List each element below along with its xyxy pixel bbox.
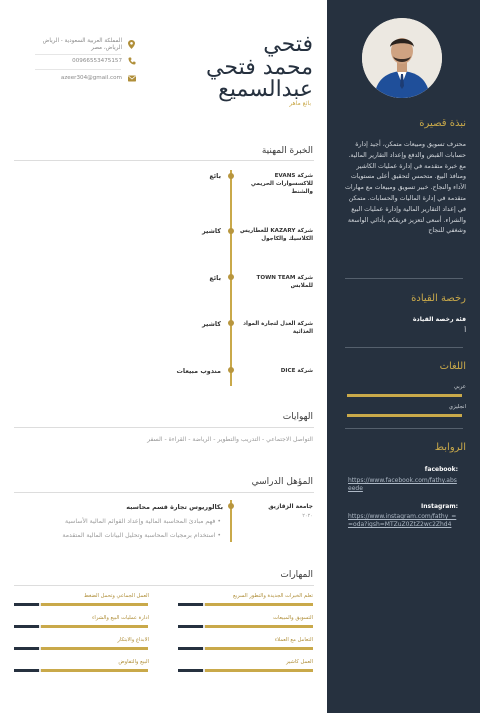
name-line-2: محمد فتحي xyxy=(206,55,313,80)
section-divider xyxy=(14,585,314,586)
skill-bar-end xyxy=(178,647,203,650)
education-school: جامعة الزقازيق xyxy=(268,503,313,510)
skill-label: تعلم الخبرات الجديدة والتطور السريع xyxy=(232,593,313,599)
experience-role: كاشير xyxy=(202,227,221,235)
links-heading: الروابط xyxy=(434,442,466,453)
skill-bar-fill xyxy=(41,647,148,650)
experience-role: كاشير xyxy=(202,320,221,328)
instagram-link[interactable]: https://www.instagram.com/fathy_==oda?igsh=MTZuZ0ZtZ2wc2Zhd4 xyxy=(348,513,457,528)
location-pin-icon xyxy=(128,40,135,51)
skill-bar xyxy=(14,669,148,672)
name-line-3: عبدالسميع xyxy=(218,77,313,102)
language-label: عربي xyxy=(453,384,466,390)
skill-bar xyxy=(178,669,313,672)
email-text: azeer304@gmail.com xyxy=(60,75,122,81)
facebook-link[interactable]: https://www.facebook.com/fathy.abseede xyxy=(348,477,457,492)
section-divider xyxy=(14,427,314,428)
instagram-label: Instagram: xyxy=(421,503,458,510)
timeline-dot xyxy=(228,320,234,326)
experience-heading: الخبرة المهنية xyxy=(261,146,313,156)
section-divider xyxy=(14,492,314,493)
skill-bar-end xyxy=(14,669,39,672)
language-level-bar xyxy=(347,394,462,397)
skill-label: العمل كاشير xyxy=(286,659,313,665)
license-value: أ xyxy=(464,327,466,334)
language-label: انجليزي xyxy=(448,404,466,410)
skill-bar xyxy=(14,647,148,650)
skill-bar-fill xyxy=(41,669,148,672)
timeline-dot xyxy=(228,173,234,179)
section-divider xyxy=(14,160,314,161)
education-bullet: • استخدام برمجيات المحاسبة وتحليل البيانات المالية المتقدمة xyxy=(62,532,221,539)
skill-bar xyxy=(178,647,313,650)
education-degree: بكالوريوس تجارة قسم محاسبه xyxy=(126,503,223,511)
skill-bar-fill xyxy=(41,603,148,606)
sidebar xyxy=(327,0,480,713)
location-line-1: المملكة العربية السعودية - الرياض xyxy=(42,38,122,44)
skills-heading: المهارات xyxy=(280,570,313,580)
divider xyxy=(345,278,463,279)
skill-label: ادارة عمليات البيع والشراء xyxy=(91,615,149,621)
education-bullet-text: استخدام برمجيات المحاسبة وتحليل البيانات المالية المتقدمة xyxy=(62,532,216,539)
skill-bar-end xyxy=(178,669,203,672)
license-heading: رخصة القيادة xyxy=(411,293,466,304)
divider xyxy=(345,347,463,348)
skill-bar-fill xyxy=(205,669,313,672)
license-title: فئة رخصة القيادة xyxy=(412,316,466,323)
skill-label: العمل الجماعي وتحمل الضغط xyxy=(84,593,149,599)
contact-divider xyxy=(35,54,121,55)
skill-label: الابداع والابتكار xyxy=(117,637,149,643)
timeline-dot xyxy=(228,274,234,280)
skill-bar xyxy=(178,603,313,606)
skill-bar-fill xyxy=(205,647,313,650)
name-line-1: فتحي xyxy=(263,32,313,57)
profile-photo-graphic xyxy=(362,18,442,98)
education-year: ٢٠٢٠ xyxy=(302,513,313,519)
experience-company: شركة EVANS للاكسسوارات الحريمي والشنط xyxy=(250,173,313,195)
skill-bar-end xyxy=(14,647,39,650)
skill-bar-fill xyxy=(205,625,313,628)
skill-bar-fill xyxy=(41,625,148,628)
about-text: محترف تسويق ومبيعات متمكن، أجيد إدارة حسابات القبض والدفع وإعداد التقارير المالية. مع خبرة متقدمة في إدارة عمليات الكاشير ومنافذ البيع. متحمس لتحقيق أعلى مستويات الأداء والنجاح. خبير تسويق ومبيعات مع مهارات متقدمة في إدارة الماليات والحسابات. متمكن في إعداد التقارير المالية وإدارة عمليات البيع والشراء. أسعى لتعزيز فريقكم بأدائي الواسعة وشغفي للنجاح xyxy=(344,141,466,235)
skill-bar-end xyxy=(178,603,203,606)
skill-bar-end xyxy=(178,625,203,628)
skill-bar-fill xyxy=(205,603,313,606)
skill-bar xyxy=(14,603,148,606)
divider xyxy=(345,428,463,429)
phone-icon xyxy=(128,57,136,67)
skill-bar xyxy=(178,625,313,628)
skill-label: البيع والتفاوض xyxy=(118,659,149,665)
skill-label: التعامل مع العملاء xyxy=(274,637,313,643)
skill-bar xyxy=(14,625,148,628)
education-bullet: • فهم مبادئ المحاسبة المالية وإعداد القوائم المالية الأساسية xyxy=(65,518,221,525)
experience-company: شركة TOWN TEAM للملابس xyxy=(256,275,313,289)
phone-text: 00966553475157 xyxy=(72,58,122,64)
education-heading: المؤهل الدراسي xyxy=(251,477,313,487)
profile-photo xyxy=(362,18,442,98)
experience-company: شركة العدل لتجارة المواد الغذائية xyxy=(243,321,313,335)
contact-divider xyxy=(35,69,121,70)
experience-company: شركة KAZARY للعطاريس الكلاسيك والكاجول xyxy=(240,228,313,242)
experience-role: بائع xyxy=(209,172,221,180)
location-line-2: الرياض، مصر xyxy=(91,45,122,51)
experience-company: شركة DICE xyxy=(280,368,313,374)
timeline-dot xyxy=(228,228,234,234)
hobbies-heading: الهوايات xyxy=(282,412,313,422)
skill-label: التسويق والمبيعات xyxy=(273,615,313,621)
about-heading: نبذة قصيرة xyxy=(419,118,466,129)
hobbies-text: التواصل الاجتماعي - التدريب والتطوير - الرياضة - القراءة - السفر xyxy=(147,436,313,443)
skill-bar-end xyxy=(14,625,39,628)
experience-role: مندوب مبيعات xyxy=(176,367,221,375)
facebook-label: facebook: xyxy=(424,466,458,473)
language-level-bar xyxy=(347,414,462,417)
job-title: بائع ماهر xyxy=(289,100,311,107)
experience-role: بائع xyxy=(209,274,221,282)
languages-heading: اللغات xyxy=(439,361,466,372)
timeline-dot xyxy=(228,367,234,373)
email-icon xyxy=(128,75,136,84)
education-bullet-text: فهم مبادئ المحاسبة المالية وإعداد القوائم المالية الأساسية xyxy=(65,518,216,525)
skill-bar-end xyxy=(14,603,39,606)
timeline-dot xyxy=(228,503,234,509)
